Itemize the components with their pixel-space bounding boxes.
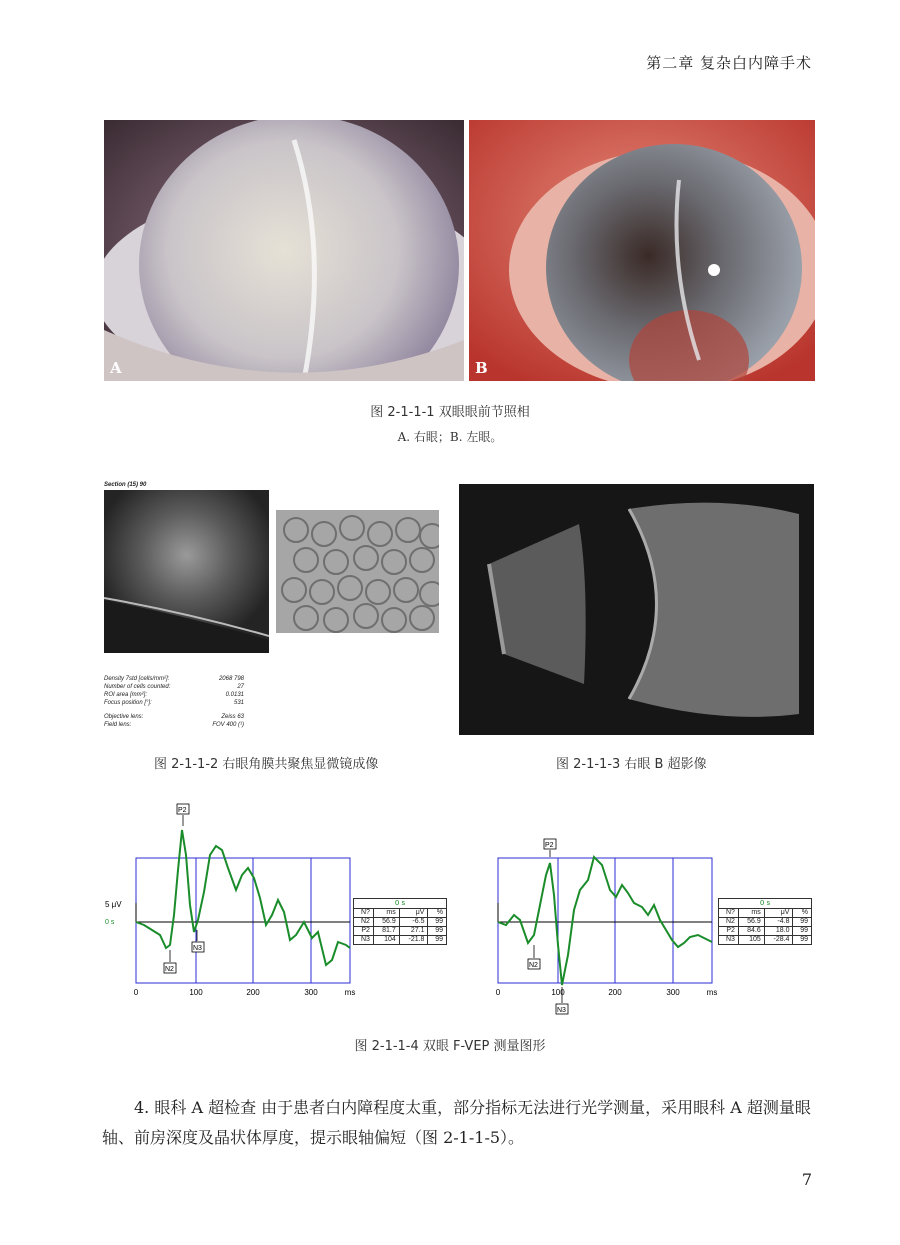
peak-label-n3: N3 — [557, 1007, 566, 1014]
confocal-stats — [104, 676, 244, 730]
stat-row: Field lens: FOV 400 (¹) — [104, 722, 244, 728]
peak-label-n3: N3 — [193, 945, 202, 952]
table-row: P2 81.7 27.1 99 — [354, 927, 447, 936]
tick-label: 300 — [304, 988, 318, 997]
peak-label-p2: P2 — [545, 842, 554, 849]
stat-row: Density 7std [cells/mm²]: 2068 798 — [104, 676, 244, 682]
table-row: P2 84.6 18.0 99 — [719, 927, 812, 936]
stat-row: Objective lens: Zeiss 63 — [104, 714, 244, 720]
confocal-zoom-image — [276, 510, 439, 633]
b-scan-image — [459, 484, 814, 735]
fig1-subcaption: A. 右眼；B. 左眼。 — [397, 430, 503, 444]
peak-label-n2: N2 — [529, 962, 538, 969]
fig1-caption: 图 2-1-1-1 双眼眼前节照相 — [370, 405, 530, 420]
table-row: N2 56.9 -6.5 99 — [354, 918, 447, 927]
fig3-caption: 图 2-1-1-3 右眼 B 超影像 — [556, 757, 707, 772]
tick-label: 100 — [189, 988, 203, 997]
photo-right-eye — [104, 120, 464, 381]
vep-table-left: 0 s N? ms μV % N2 56.9 -6.5 99 P2 81.7 27.1 99 N3 104 -21.8 99 — [353, 898, 447, 945]
x-unit-label: ms — [344, 988, 356, 997]
x-unit-label: ms — [706, 988, 718, 997]
tick-label: 100 — [551, 988, 565, 997]
fig2-caption: 图 2-1-1-2 右眼角膜共聚焦显微镜成像 — [154, 757, 379, 772]
fig4-caption: 图 2-1-1-4 双眼 F-VEP 测量图形 — [354, 1039, 546, 1054]
right-eye-image — [104, 120, 464, 381]
y-axis-label: 5 μV — [105, 900, 122, 909]
zero-label: 0 s — [105, 919, 115, 926]
page-number: 7 — [801, 1170, 812, 1189]
table-row: N3 105 -28.4 99 — [719, 936, 812, 945]
tick-label: 0 — [133, 988, 139, 997]
confocal-image — [104, 490, 269, 653]
stat-row: Number of cells counted: 27 — [104, 684, 244, 690]
tick-label: 300 — [666, 988, 680, 997]
chapter-header: 第二章 复杂白内障手术 — [646, 54, 812, 72]
stat-row: Focus position [°]: 531 — [104, 700, 244, 706]
vep-trace — [136, 830, 350, 965]
photo-left-eye — [469, 120, 815, 381]
section-label: Section (15) 90 — [104, 482, 147, 488]
tick-label: 0 — [495, 988, 501, 997]
body-paragraph: 4. 眼科 A 超检查 由于患者白内障程度太重，部分指标无法进行光学测量，采用眼科 A 超测量眼轴、前房深度及晶状体厚度，提示眼轴偏短（图 2-1-1-5）。 — [102, 1098, 811, 1147]
table-row: N3 104 -21.8 99 — [354, 936, 447, 945]
table-row: N2 56.9 -4.8 99 — [719, 918, 812, 927]
stat-row: ROI area [mm²]: 0.0131 — [104, 692, 244, 698]
panel-label-b: B — [475, 359, 488, 377]
vep-chart-right — [462, 835, 722, 1015]
tick-label: 200 — [608, 988, 622, 997]
peak-label-n2: N2 — [165, 966, 174, 973]
tick-label: 200 — [246, 988, 260, 997]
left-eye-image — [469, 120, 815, 381]
peak-label-p2: P2 — [178, 807, 187, 814]
panel-label-a: A — [110, 359, 122, 377]
vep-table-right: 0 s N? ms μV % N2 56.9 -4.8 99 P2 84.6 18.0 99 N3 105 -28.4 99 — [718, 898, 812, 945]
